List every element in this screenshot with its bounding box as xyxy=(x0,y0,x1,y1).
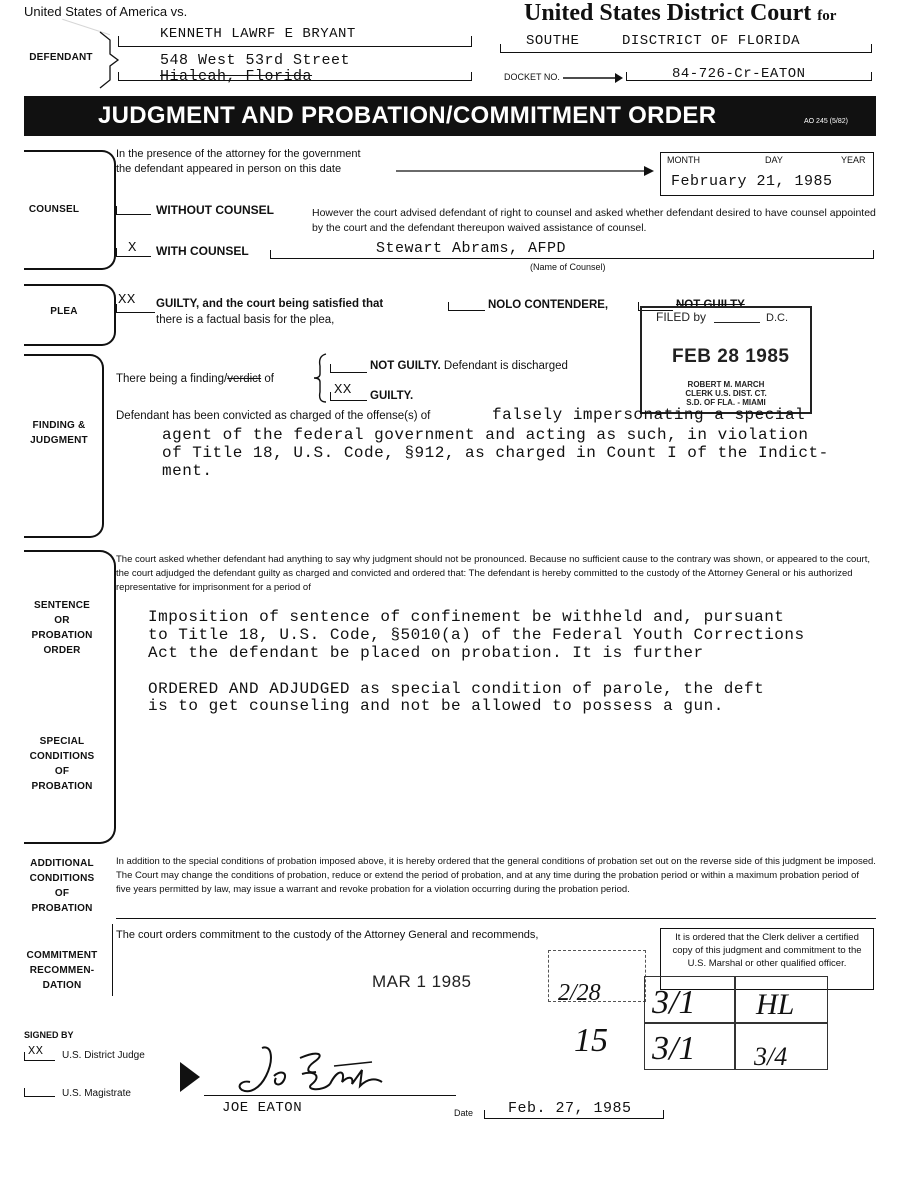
without-counsel-checkbox xyxy=(116,206,151,215)
finding-not-guilty: NOT GUILTY. xyxy=(370,360,441,372)
defendant-address-2: Hialeah, Florida xyxy=(160,68,313,85)
sentence-line-2: to Title 18, U.S. Code, §5010(a) of the Federal Youth Corrections xyxy=(148,626,805,644)
guilty-plea-mark: XX xyxy=(118,292,136,308)
court-title-text: United States District Court xyxy=(524,0,812,26)
presence-line-2: the defendant appeared in person on this date xyxy=(116,163,342,175)
sentence-label xyxy=(22,598,102,658)
commitment-label-2: RECOMMEN- xyxy=(29,965,95,976)
sentence-label-1: SENTENCE xyxy=(33,600,91,611)
sentence-line-5: is to get counseling and not be allowed to possess a gun. xyxy=(148,697,724,715)
sentence-label-4: ORDER xyxy=(43,645,81,656)
with-counsel-label: WITH COUNSEL xyxy=(156,244,249,258)
clerk-box-text: It is ordered that the Clerk deliver a certified copy of this judgment and commitment to the U.S. Marshal or other qualified officer. xyxy=(672,932,862,969)
magistrate-label: U.S. Magistrate xyxy=(62,1088,131,1099)
finding-discharged: Defendant is discharged xyxy=(443,360,568,372)
finding-label-1: FINDING & xyxy=(32,420,86,431)
presence-line-1: In the presence of the attorney for the government xyxy=(116,148,361,160)
hearing-date: February 21, 1985 xyxy=(671,173,833,190)
commitment-rule xyxy=(112,924,113,996)
signed-by-label: SIGNED BY xyxy=(24,1030,74,1040)
finding-not-guilty-label xyxy=(370,360,568,372)
filed-date: FEB 28 1985 xyxy=(672,346,790,367)
additional-label-3: OF xyxy=(54,888,70,899)
defendant-name: KENNETH LAWRF E BRYANT xyxy=(160,26,356,42)
receipt-hand-2: 3/1 xyxy=(652,984,696,1021)
defendant-address-1: 548 West 53rd Street xyxy=(160,52,351,69)
docket-arrow xyxy=(563,72,623,84)
finding-guilty-mark: XX xyxy=(334,382,352,398)
additional-text: In addition to the special conditions of probation imposed above, it is hereby ordered that the general conditions of probation set out on the reverse side of this judgment be imposed. The Court may change the conditions of probation, reduce or extend the period of probation, and at any time during the probation period or within a maximum probation period of five years permitted by law, may issue a warrant and revoke probation for a violation occurring during the probation period. xyxy=(116,856,876,895)
district-part2: DISCTRICT OF FLORIDA xyxy=(622,33,801,49)
guilty-plea-label xyxy=(156,298,383,310)
plea-label: PLEA xyxy=(50,306,78,317)
receipt-hand-6: 3/4 xyxy=(754,1042,788,1071)
receipt-hand-5: 3/1 xyxy=(652,1030,696,1067)
additional-divider xyxy=(116,918,876,919)
sentence-line-3: Act the defendant be placed on probation. It is further xyxy=(148,644,704,662)
finding-label xyxy=(24,418,94,448)
court-title xyxy=(524,0,836,27)
year-label: YEAR xyxy=(841,155,866,165)
filed-stamp xyxy=(640,306,812,414)
counsel-name: Stewart Abrams, AFPD xyxy=(376,240,567,257)
special-label-3: OF xyxy=(54,766,70,777)
convicted-text: Defendant has been convicted as charged of the offense(s) of xyxy=(116,410,431,422)
form-code: AO 245 (5/82) xyxy=(804,118,848,125)
not-guilty-plea-label: NOT GUILTY xyxy=(676,299,745,311)
special-label-4: PROBATION xyxy=(31,781,93,792)
filed-clerk-2: CLERK U.S. DIST. CT. xyxy=(685,389,767,398)
finding-brace xyxy=(312,352,328,404)
counsel-name-line xyxy=(270,250,874,259)
docket-label: DOCKET NO. xyxy=(504,72,560,82)
commitment-text: The court orders commitment to the custody of the Attorney General and recommends, xyxy=(116,929,539,941)
commitment-label xyxy=(22,948,102,993)
nolo-checkbox xyxy=(448,302,485,311)
special-label-1: SPECIAL xyxy=(39,736,85,747)
docket-number: 84-726-Cr-EATON xyxy=(672,66,806,82)
form-title: JUDGMENT AND PROBATION/COMMITMENT ORDER xyxy=(98,102,717,129)
sentence-label-2: OR xyxy=(54,615,70,626)
presence-arrow xyxy=(396,166,654,176)
commitment-label-3: DATION xyxy=(42,980,82,991)
signer-name: JOE EATON xyxy=(222,1100,303,1116)
judge-label: U.S. District Judge xyxy=(62,1050,145,1061)
magistrate-checkbox xyxy=(24,1088,55,1097)
judge-signature xyxy=(222,1040,402,1104)
without-counsel-text: However the court advised defendant of right to counsel and asked whether defendant desired to have counsel appointed by the court and the defendant thereupon waived assistance of counsel. xyxy=(312,207,876,234)
sentence-bracket xyxy=(24,550,116,844)
receipt-hand-4: 15 xyxy=(574,1022,608,1059)
signature-date-label: Date xyxy=(454,1108,474,1118)
signature-arrow-icon xyxy=(178,1060,202,1094)
month-label: MONTH xyxy=(667,155,700,165)
filed-dc: D.C. xyxy=(766,312,788,324)
signature-date: Feb. 27, 1985 xyxy=(508,1100,632,1117)
finding-not-guilty-checkbox xyxy=(330,364,367,373)
filed-by: FILED by xyxy=(656,310,707,324)
counsel-label: COUNSEL xyxy=(28,204,80,215)
court-for: for xyxy=(817,8,837,24)
finding-guilty-label: GUILTY. xyxy=(370,390,414,402)
filed-clerk-block xyxy=(642,380,810,407)
title-banner xyxy=(24,96,876,136)
commitment-label-1: COMMITMENT xyxy=(26,950,98,961)
receipt-grid xyxy=(548,950,828,1070)
day-label: DAY xyxy=(765,155,783,165)
filed-by-line xyxy=(714,322,760,323)
filed-clerk-1: ROBERT M. MARCH xyxy=(687,380,765,389)
finding-of: of xyxy=(264,373,274,385)
district-part1: SOUTHE xyxy=(526,33,580,49)
with-counsel-mark: X xyxy=(128,240,137,256)
offense-line-1: falsely impersonating a special xyxy=(492,406,806,424)
filed-clerk-3: S.D. OF FLA. - MIAMI xyxy=(686,398,766,407)
special-label-2: CONDITIONS xyxy=(29,751,95,762)
finding-intro xyxy=(116,373,274,385)
receipt-hand-3: HL xyxy=(756,988,795,1021)
special-label xyxy=(22,734,102,794)
additional-label-1: ADDITIONAL xyxy=(30,858,94,869)
verdict-struck: verdict xyxy=(227,373,262,385)
sentence-line-1: Imposition of sentence of confinement be withheld and, pursuant xyxy=(148,608,785,626)
additional-label-4: PROBATION xyxy=(31,903,93,914)
guilty-plea-text: GUILTY, and the court being satisfied that xyxy=(156,298,384,310)
guilty-plea-text-2: there is a factual basis for the plea, xyxy=(156,314,335,326)
sentence-line-4: ORDERED AND ADJUDGED as special condition of parole, the deft xyxy=(148,680,765,698)
additional-label xyxy=(22,856,102,916)
defendant-brace xyxy=(96,30,120,90)
counsel-caption: (Name of Counsel) xyxy=(530,262,606,272)
date-box xyxy=(660,152,874,196)
judge-mark: XX xyxy=(28,1044,44,1058)
offense-line-3: of Title 18, U.S. Code, §912, as charged in Count I of the Indict- xyxy=(162,444,829,462)
sentence-intro: The court asked whether defendant had anything to say why judgment should not be pronounced. Because no sufficient cause to the contrary was shown, or appeared to the court, the court adjudged the defendant guilty as charged and convicted and ordered that: The defendant is hereby committed to the custody of the Attorney General or his authorized representative for imprisonment for a period of xyxy=(116,554,870,593)
offense-line-2: agent of the federal government and acting as such, in violation xyxy=(162,426,809,444)
case-prefix: United States of America vs. xyxy=(24,4,188,19)
nolo-label: NOLO CONTENDERE, xyxy=(488,299,609,311)
defendant-address-line xyxy=(118,72,472,81)
receipt-hand-1: 2/28 xyxy=(558,980,601,1006)
finding-label-2: JUDGMENT xyxy=(30,435,88,446)
sentence-label-3: PROBATION xyxy=(31,630,93,641)
additional-label-2: CONDITIONS xyxy=(29,873,95,884)
defendant-label: DEFENDANT xyxy=(29,52,93,63)
received-stamp-date: MAR 1 1985 xyxy=(372,972,472,991)
finding-intro-text: There being a finding/ xyxy=(116,373,228,385)
without-counsel-label: WITHOUT COUNSEL xyxy=(156,203,274,217)
offense-line-4: ment. xyxy=(162,462,213,480)
